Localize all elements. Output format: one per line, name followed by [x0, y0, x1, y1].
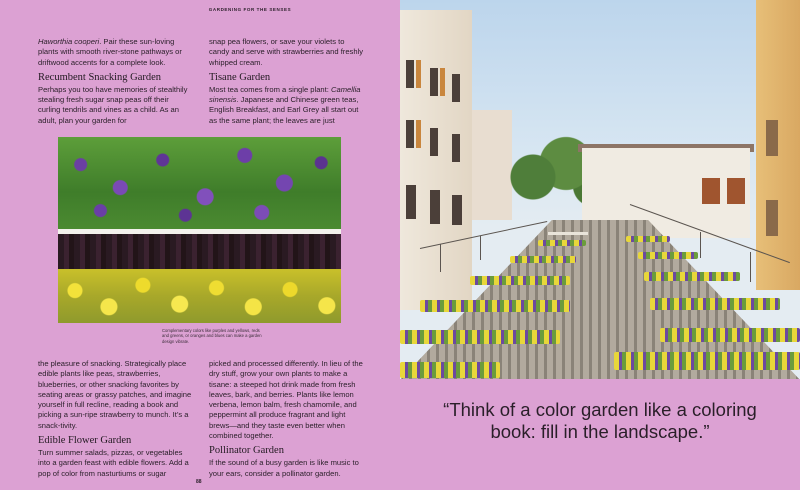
flower-bed-photo: [58, 137, 341, 323]
flower-bed: [644, 272, 740, 281]
flower-bed: [510, 256, 576, 263]
pull-quote: “Think of a color garden like a coloring book: fill in the landscape.”: [443, 399, 757, 442]
flower-bed: [660, 328, 800, 342]
building-right: [756, 0, 800, 290]
dark-foliage-band: [58, 234, 341, 269]
railing-post: [700, 232, 701, 258]
body-paragraph: Most tea comes from a single plant: Camellia sinensis. Japanese and Chinese green teas, English Breakfast, and Earl Grey all start out as the same plant; the leaves are just: [209, 84, 361, 125]
yellow-flowers-band: [58, 269, 341, 323]
railing-post: [440, 244, 441, 272]
body-paragraph: Turn summer salads, pizzas, or vegetables into a garden feast with edible flowers. Add a pop of color from nasturtiums or sugar: [38, 448, 189, 478]
building-left: [400, 10, 472, 310]
planter-edge: [548, 232, 588, 235]
flower-bed: [614, 352, 800, 370]
railing-post: [480, 236, 481, 260]
flower-bed: [650, 298, 780, 310]
section-heading-tisane: Tisane Garden: [209, 71, 271, 83]
section-heading-snacking: Recumbent Snacking Garden: [38, 71, 162, 83]
section-heading-edible: Edible Flower Garden: [38, 435, 132, 447]
section-heading-pollinator: Pollinator Garden: [209, 445, 284, 457]
flower-bed: [400, 362, 500, 378]
flower-bed: [400, 330, 560, 344]
plant-name: Haworthia cooperi: [38, 37, 100, 46]
flower-bed: [420, 300, 570, 312]
intro-paragraph: snap pea flowers, or save your violets to candy and serve with strawberries and freshly whipped cream.: [209, 37, 364, 67]
body-paragraph: If the sound of a busy garden is like music to your ears, consider a pollinator garden.: [209, 458, 359, 478]
body-paragraph: picked and processed differently. In lieu of the dry stuff, grow your own plants to make a tisane: a steeped hot drink made from fresh leaves, bark, and berries. Plants like lemon verbena, lemon balm, fresh chamomile, and peppermint all produce fragrant and light brews—and they taste even better when combined together.: [209, 359, 363, 441]
flower-bed: [538, 240, 586, 246]
plant-name: Camellia sinensis: [209, 84, 361, 105]
intro-paragraph: Haworthia cooperi. Pair these sun-loving plants with smooth river-stone pathways or driftwood accents for a complete look.: [38, 37, 182, 67]
flower-bed: [470, 276, 570, 285]
body-paragraph: Perhaps you too have memories of stealthily stealing fresh sugar snap peas off their curling tendrils and vines as a child. As an adult, plan your garden for: [38, 84, 188, 125]
running-head: GARDENING FOR THE SENSES: [208, 7, 292, 12]
body-paragraph: the pleasure of snacking. Strategically place edible plants like peas, strawberries, blueberries, or other snacking favorites by seating areas or grassy patches, and imagine yourself in full recline, reading a book and picking a sun-ripe strawberry to munch. It’s a snack-tivity.: [38, 359, 192, 430]
left-column-top: [38, 37, 192, 126]
rooftop-garden-photo: [400, 0, 800, 379]
flower-bed: [638, 252, 698, 259]
right-column-top: [209, 37, 365, 126]
purple-flowers-band: [58, 137, 341, 229]
left-column-bottom: [38, 359, 194, 479]
photo-caption: Complementary colors like purples and yellows, reds and greens, or oranges and blues can make a garden design vibrate.: [162, 328, 262, 344]
page-number: 88: [196, 479, 202, 485]
flower-bed: [626, 236, 670, 242]
right-column-bottom: [209, 359, 365, 479]
railing-post: [750, 252, 751, 282]
